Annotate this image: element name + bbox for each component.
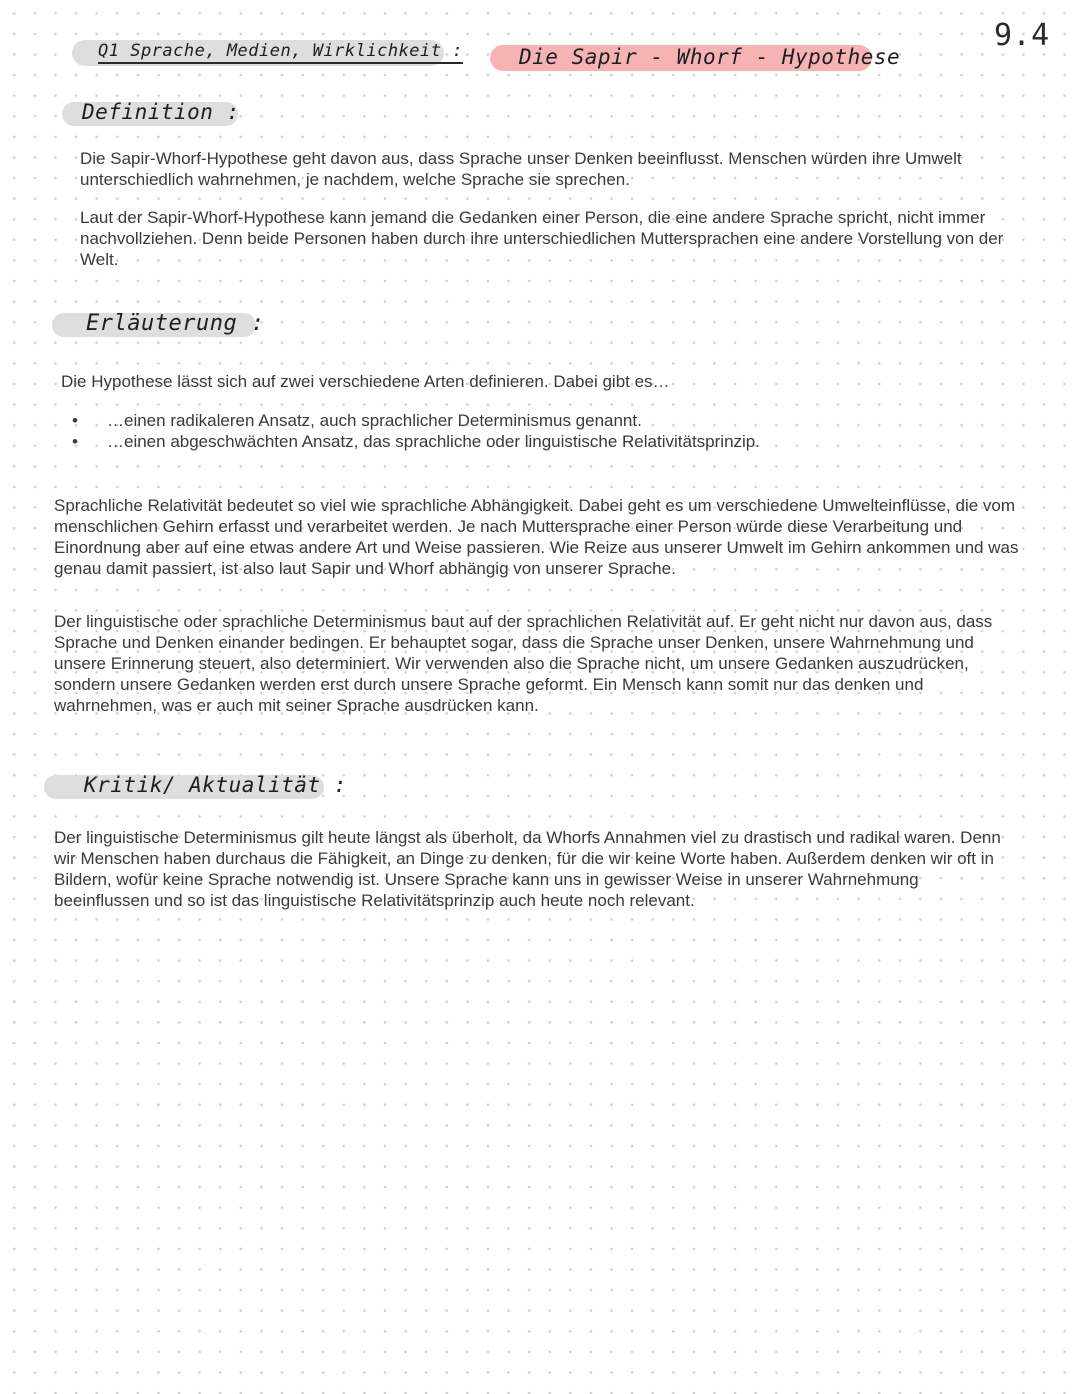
bullet-icon: •: [72, 432, 78, 451]
explanation-paragraph: Der linguistische oder sprachliche Determinismus baut auf der sprachlichen Relativität auf. Er geht nicht nur davon aus, dass Sprache und Denken einander bedingen. Er behauptet sogar, dass die Sprache unser Denken, unsere Wahrnehmung und unsere Erinnerung steuert, also determiniert. Wir verwenden also die Sprache nicht, um unsere Gedanken auszudrücken, sondern unsere Gedanken werden erst durch unsere Sprache geformt. Ein Mensch kann somit nur das denken und wahrnehmen, was er auch mit seiner Sprache ausdrücken kann.: [54, 612, 993, 715]
criticism-paragraph: Der linguistische Determinismus gilt heute längst als überholt, da Whorfs Annahmen viel zu drastisch und radikal waren. Denn wir Menschen haben durchaus die Fähigkeit, an Dinge zu denken, für die wir keine Worte haben. Außerdem denken wir oft in Bildern, wofür keine Sprache notwendig ist. Unsere Sprache kann uns in gewisser Weise in unserer Wahrnehmung beeinflussen und so ist das linguistische Relativitätsprinzip auch heute noch relevant.: [54, 828, 1001, 910]
explanation-paragraph: Sprachliche Relativität bedeutet so viel wie sprachliche Abhängigkeit. Dabei geht es um verschiedene Umwelteinflüsse, die vom menschlichen Gehirn erfasst und verarbeitet werden. Je nach Muttersprache einer Person würde diese Verarbeitung und Einordnung aber auf eine etwas andere Art und Weise passieren. Wie Reize aus unserer Umwelt im Gehirn ankommen und was genau damit passiert, ist also laut Sapir und Whorf abhängig von unserer Sprache.: [54, 496, 1019, 578]
bullet-icon: •: [72, 411, 78, 430]
page-number: 9.4: [994, 18, 1050, 53]
definition-paragraph: Die Sapir-Whorf-Hypothese geht davon aus, dass Sprache unser Denken beeinflusst. Menschen würden ihre Umwelt unterschiedlich wahrnehmen, je nachdem, welche Sprache sie sprechen.: [80, 149, 962, 189]
definition-paragraph: Laut der Sapir-Whorf-Hypothese kann jemand die Gedanken einer Person, die eine andere Sprache spricht, nicht immer nachvollziehen. Denn beide Personen haben durch ihre unterschiedlichen Muttersprachen eine andere Vorstellung von der Welt.: [80, 208, 1004, 269]
approach-list: [72, 410, 972, 452]
criticism-heading: Kritik/ Aktualität :: [84, 773, 347, 797]
list-item: [72, 410, 972, 431]
list-item-text: …einen radikaleren Ansatz, auch sprachlicher Determinismus genannt.: [107, 411, 642, 430]
definition-heading: Definition :: [82, 100, 240, 124]
list-item: [72, 431, 972, 452]
explanation-intro: Die Hypothese lässt sich auf zwei verschiedene Arten definieren. Dabei gibt es…: [61, 372, 670, 391]
course-title: Q1 Sprache, Medien, Wirklichkeit :: [98, 41, 463, 64]
explanation-heading: Erläuterung :: [86, 311, 265, 336]
page-title: Die Sapir - Whorf - Hypothese: [519, 45, 901, 69]
list-item-text: …einen abgeschwächten Ansatz, das sprachliche oder linguistische Relativitätsprinzip.: [107, 432, 760, 451]
